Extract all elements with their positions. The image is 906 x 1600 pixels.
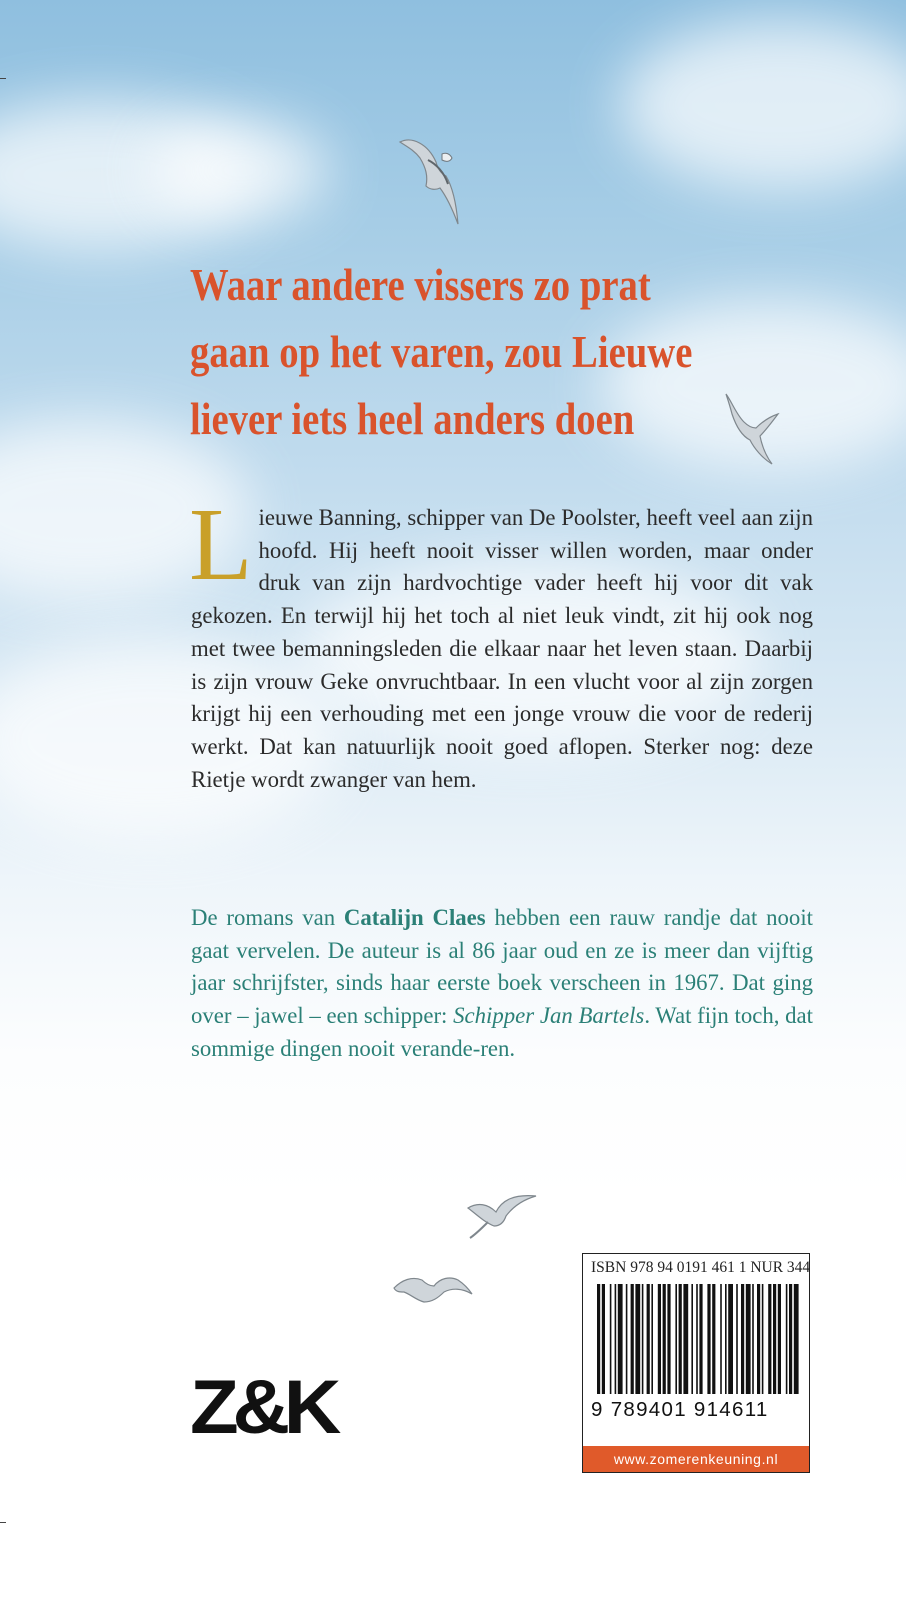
barcode-bar	[597, 1284, 600, 1394]
barcode-number: 9 789401 914611	[591, 1398, 769, 1421]
barcode-bar	[736, 1284, 738, 1394]
cloud	[150, 120, 330, 220]
barcode-bar	[631, 1284, 634, 1394]
headline-line: liever iets heel anders doen	[190, 394, 635, 444]
headline	[190, 252, 706, 453]
barcode-bar	[699, 1284, 702, 1394]
barcode-bar	[651, 1284, 653, 1394]
about-text: De romans van	[191, 905, 344, 930]
barcode-bar	[691, 1284, 693, 1394]
barcode-bar	[667, 1284, 670, 1394]
barcode-bar	[725, 1284, 727, 1394]
barcode-bar	[720, 1284, 722, 1394]
seagull-icon	[722, 392, 780, 466]
barcode-bar	[728, 1284, 733, 1394]
barcode-bar	[679, 1284, 682, 1394]
barcode-bar	[741, 1284, 744, 1394]
about-text: hebben een rauw randje dat nooit gaat vervelen. De auteur is al 86 jaar oud en ze is meer dan vijftig jaar schrijfster, sinds haar eerste boek verscheen in 1967. Dat ging over – jawel – een schipper:	[191, 905, 813, 1029]
seagull-icon	[466, 1192, 538, 1240]
author-paragraph	[191, 902, 813, 1066]
barcode-bar	[602, 1284, 605, 1394]
author-name: Catalijn Claes	[343, 905, 486, 930]
barcode-bar	[618, 1284, 623, 1394]
barcode-bar	[658, 1284, 661, 1394]
barcode-bar	[746, 1284, 751, 1394]
barcode-bar	[663, 1284, 666, 1394]
barcode-bar	[757, 1284, 760, 1394]
barcode-bar	[768, 1284, 771, 1394]
barcode-bar	[789, 1284, 792, 1394]
book-title: Schipper Jan Bartels	[453, 1003, 645, 1029]
barcode-bar	[778, 1284, 781, 1394]
barcode-bar	[786, 1284, 788, 1394]
publisher-website: www.zomerenkeuning.nl	[583, 1446, 809, 1472]
barcode-bar	[642, 1284, 644, 1394]
barcode-bar	[712, 1284, 715, 1394]
cloud	[620, 20, 906, 190]
publisher-logo: Z&K	[190, 1365, 336, 1450]
drop-cap: L	[189, 487, 253, 602]
barcode-bar	[707, 1284, 710, 1394]
crop-mark	[0, 1522, 6, 1523]
barcode-bar	[647, 1284, 650, 1394]
seagull-icon	[398, 136, 468, 228]
barcode-bar	[610, 1284, 612, 1394]
seagull-icon	[392, 1262, 474, 1306]
barcode-bar	[615, 1284, 617, 1394]
barcode-bar	[626, 1284, 628, 1394]
about-text: . Wat fijn toch, dat sommige dingen nooit verande-ren.	[191, 1003, 814, 1061]
barcode-bar	[773, 1284, 776, 1394]
barcode-block	[582, 1253, 810, 1473]
synopsis-text: ieuwe Banning, schipper van De Poolster, heeft veel aan zijn hoofd. Hij heeft nooit visser willen worden, maar onder druk van zijn hardvochtige vader heeft hij voor dit vak gekozen. En terwijl hij het toch al niet leuk vindt, zit hij ook nog met twee bemanningsleden die elkaar naar het leven staan. Daarbij is zijn vrouw Geke onvruchtbaar. In een vlucht voor al zijn zorgen krijgt hij een verhouding met een jonge vrouw die voor de rederij werkt. Dat kan natuurlijk nooit goed aflopen. Sterker nog: deze Rietje wordt zwanger van hem.	[191, 505, 813, 792]
synopsis-paragraph	[189, 487, 813, 796]
barcode-bar	[762, 1284, 764, 1394]
headline-line: gaan op het varen, zou Lieuwe	[190, 327, 693, 377]
barcode-bar	[696, 1284, 698, 1394]
barcode-bar	[635, 1284, 640, 1394]
barcode-bar	[794, 1284, 799, 1394]
barcode-bar	[752, 1284, 754, 1394]
barcode-icon	[595, 1284, 799, 1396]
barcode-bar	[675, 1284, 677, 1394]
headline-line: Waar andere vissers zo prat	[190, 260, 651, 310]
crop-mark	[0, 78, 6, 79]
isbn-text: ISBN 978 94 0191 461 1 NUR 344	[591, 1259, 811, 1276]
barcode-bar	[683, 1284, 688, 1394]
